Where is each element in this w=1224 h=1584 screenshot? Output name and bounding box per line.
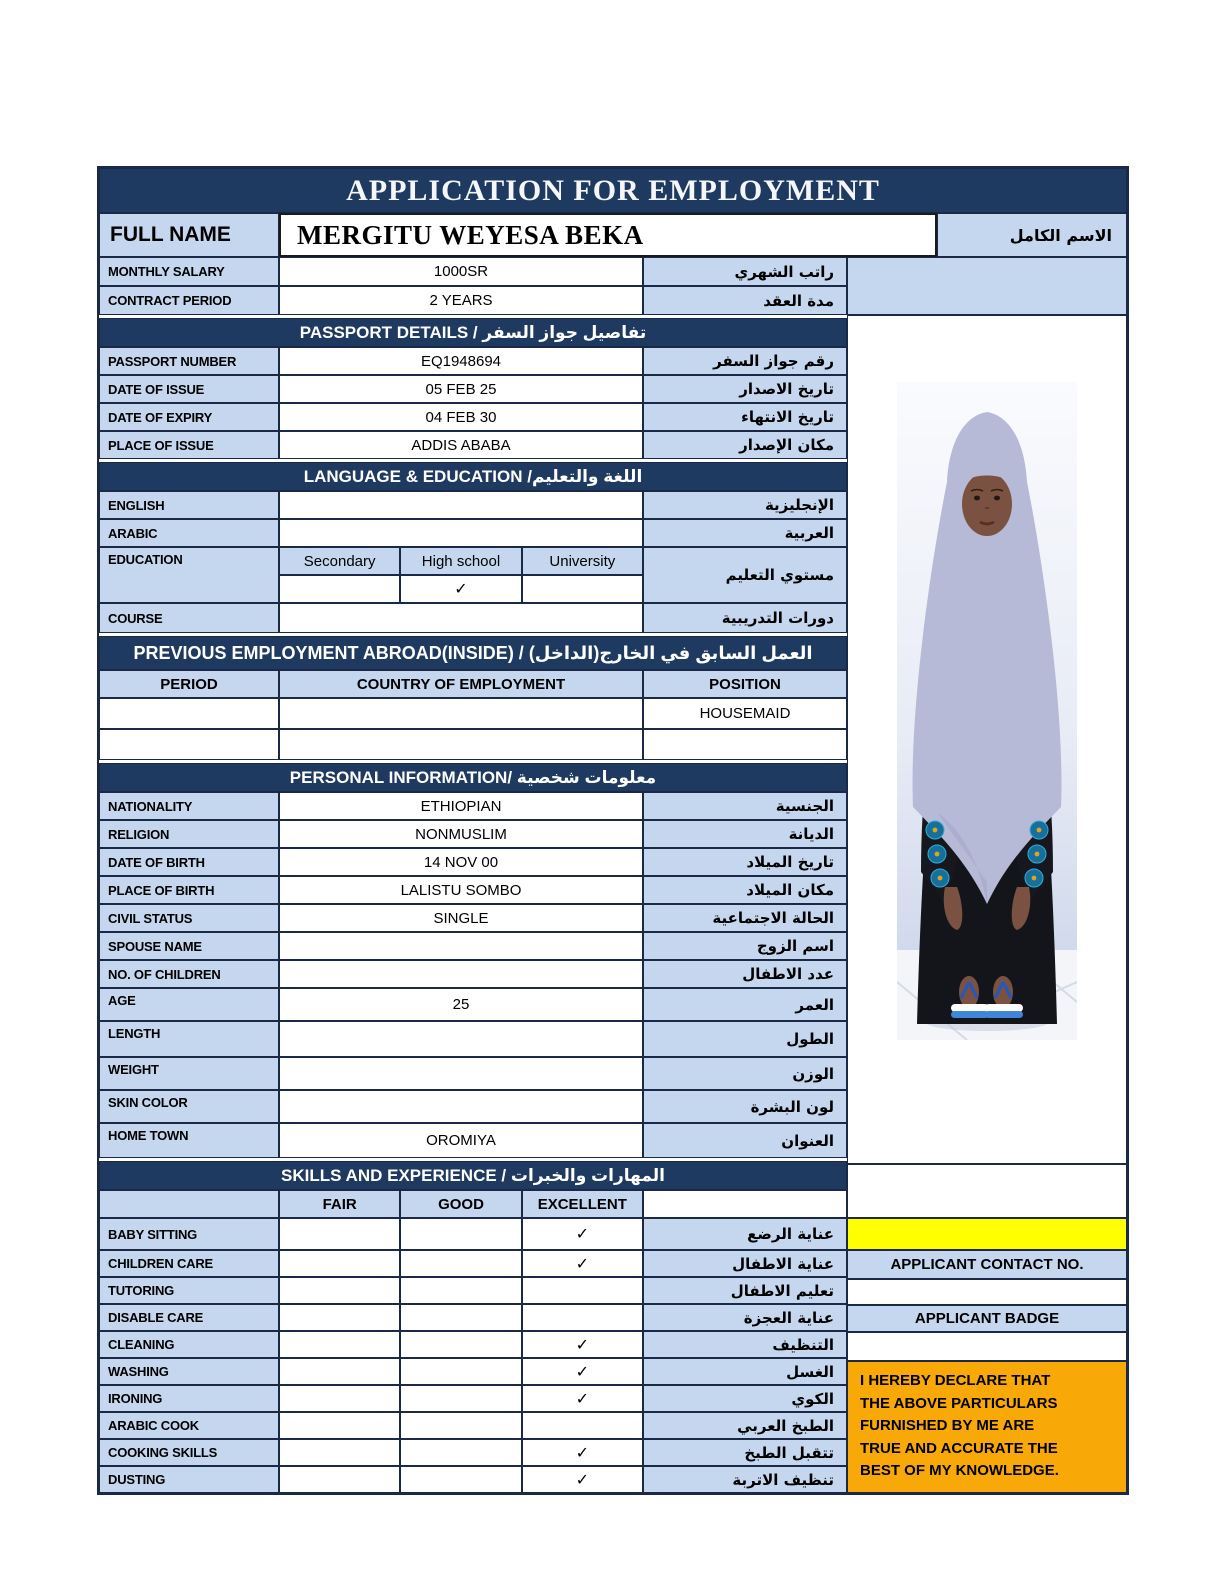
country-field[interactable] (279, 698, 643, 729)
cleaning-label-arabic: التنظيف (643, 1331, 847, 1358)
skill-row (99, 1304, 847, 1331)
weight-label: WEIGHT (99, 1057, 279, 1090)
weight-field[interactable] (279, 1057, 643, 1090)
ironing-fair-check[interactable] (279, 1385, 400, 1412)
period-field[interactable] (99, 729, 279, 760)
table-row (99, 876, 847, 904)
cooking-skills-excellent-check[interactable]: ✓ (522, 1439, 643, 1466)
english-label-arabic: الإنجليزية (643, 491, 847, 519)
english-label: ENGLISH (99, 491, 279, 519)
period-column-header: PERIOD (99, 670, 279, 698)
full-name-label: FULL NAME (99, 213, 279, 257)
applicant-badge-label: APPLICANT BADGE (847, 1305, 1127, 1332)
personal-information-section-header: PERSONAL INFORMATION/ معلومات شخصية (99, 763, 847, 792)
arabic-cook-label-arabic: الطبخ العربي (643, 1412, 847, 1439)
dusting-excellent-check[interactable]: ✓ (522, 1466, 643, 1493)
ironing-label-arabic: الكوي (643, 1385, 847, 1412)
monthly-salary-label: MONTHLY SALARY (99, 257, 279, 286)
table-row (99, 932, 847, 960)
table-row (99, 347, 847, 375)
dusting-good-check[interactable] (400, 1466, 521, 1493)
cleaning-label: CLEANING (99, 1331, 279, 1358)
position-field[interactable] (643, 729, 847, 760)
contract-period-row (99, 286, 847, 315)
country-field[interactable] (279, 729, 643, 760)
ironing-good-check[interactable] (400, 1385, 521, 1412)
table-row (99, 848, 847, 876)
salary-contract-block (99, 257, 1127, 315)
arabic-cook-excellent-check[interactable] (522, 1412, 643, 1439)
education-label: EDUCATION (99, 547, 279, 603)
course-label-arabic: دورات التدريبية (643, 603, 847, 633)
english-field[interactable] (279, 491, 643, 519)
contract-period-field[interactable]: 2 YEARS (279, 286, 643, 315)
position-column-header: POSITION (643, 670, 847, 698)
arabic-cook-good-check[interactable] (400, 1412, 521, 1439)
tutoring-label: TUTORING (99, 1277, 279, 1304)
washing-good-check[interactable] (400, 1358, 521, 1385)
skill-row (99, 1218, 847, 1250)
table-row (99, 375, 847, 403)
religion-label-arabic: الديانة (643, 820, 847, 848)
table-row (99, 491, 847, 519)
children-care-label: CHILDREN CARE (99, 1250, 279, 1277)
cooking-skills-label-arabic: تتقبل الطبخ (643, 1439, 847, 1466)
table-row (99, 519, 847, 547)
washing-fair-check[interactable] (279, 1358, 400, 1385)
fair-column-header: FAIR (279, 1190, 400, 1218)
date-of-birth-field[interactable]: 14 NOV 00 (279, 848, 643, 876)
table-row (99, 1021, 847, 1057)
skill-row (99, 1358, 847, 1385)
no-of-children-field[interactable] (279, 960, 643, 988)
place-of-issue-label: PLACE OF ISSUE (99, 431, 279, 459)
cleaning-excellent-check[interactable]: ✓ (522, 1331, 643, 1358)
position-field[interactable]: HOUSEMAID (643, 698, 847, 729)
home-town-label-arabic: العنوان (643, 1123, 847, 1158)
children-care-fair-check[interactable] (279, 1250, 400, 1277)
education-option-university: University (522, 547, 643, 575)
left-table (99, 315, 847, 1493)
spouse-name-label: SPOUSE NAME (99, 932, 279, 960)
skill-row (99, 1412, 847, 1439)
washing-excellent-check[interactable]: ✓ (522, 1358, 643, 1385)
place-of-issue-field[interactable]: ADDIS ABABA (279, 431, 643, 459)
education-check-high-school[interactable]: ✓ (400, 575, 521, 603)
tutoring-good-check[interactable] (400, 1277, 521, 1304)
baby-sitting-fair-check[interactable] (279, 1218, 400, 1250)
full-name-row (99, 213, 1127, 257)
previous-employment-columns-row (99, 670, 847, 698)
dusting-label: DUSTING (99, 1466, 279, 1493)
dusting-fair-check[interactable] (279, 1466, 400, 1493)
contact-number-field[interactable] (847, 1279, 1127, 1305)
contract-period-label-arabic: مدة العقد (643, 286, 847, 315)
disable-care-excellent-check[interactable] (522, 1304, 643, 1331)
skill-row (99, 1277, 847, 1304)
baby-sitting-excellent-check[interactable]: ✓ (522, 1218, 643, 1250)
excellent-column-header: EXCELLENT (522, 1190, 643, 1218)
passport-number-label: PASSPORT NUMBER (99, 347, 279, 375)
age-field[interactable]: 25 (279, 988, 643, 1021)
length-label: LENGTH (99, 1021, 279, 1057)
form-title: APPLICATION FOR EMPLOYMENT (346, 173, 880, 207)
skill-row (99, 1385, 847, 1412)
date-of-issue-label: DATE OF ISSUE (99, 375, 279, 403)
previous-employment-row (99, 729, 847, 760)
date-of-expiry-label-arabic: تاريخ الانتهاء (643, 403, 847, 431)
skill-row (99, 1466, 847, 1493)
children-care-excellent-check[interactable]: ✓ (522, 1250, 643, 1277)
no-of-children-label-arabic: عدد الاطفال (643, 960, 847, 988)
skills-section-header: SKILLS AND EXPERIENCE / المهارات والخبرات (99, 1161, 847, 1190)
monthly-salary-row (99, 257, 847, 286)
table-row (99, 820, 847, 848)
place-of-birth-label: PLACE OF BIRTH (99, 876, 279, 904)
civil-status-label-arabic: الحالة الاجتماعية (643, 904, 847, 932)
tutoring-fair-check[interactable] (279, 1277, 400, 1304)
religion-field[interactable]: NONMUSLIM (279, 820, 643, 848)
right-column (847, 315, 1127, 1493)
contract-period-label: CONTRACT PERIOD (99, 286, 279, 315)
country-column-header: COUNTRY OF EMPLOYMENT (279, 670, 643, 698)
table-row (99, 431, 847, 459)
arabic-label-arabic: العربية (643, 519, 847, 547)
table-row (99, 403, 847, 431)
disable-care-label: DISABLE CARE (99, 1304, 279, 1331)
blank-cell (99, 1190, 279, 1218)
washing-label-arabic: الغسل (643, 1358, 847, 1385)
applicant-photo (897, 382, 1077, 1040)
ironing-label: IRONING (99, 1385, 279, 1412)
tutoring-excellent-check[interactable] (522, 1277, 643, 1304)
ironing-excellent-check[interactable]: ✓ (522, 1385, 643, 1412)
disable-care-label-arabic: عناية العجزة (643, 1304, 847, 1331)
children-care-good-check[interactable] (400, 1250, 521, 1277)
applicant-contact-label: APPLICANT CONTACT NO. (847, 1250, 1127, 1279)
cleaning-good-check[interactable] (400, 1331, 521, 1358)
previous-employment-row (99, 698, 847, 729)
table-row (99, 1057, 847, 1090)
date-of-birth-label: DATE OF BIRTH (99, 848, 279, 876)
cooking-skills-good-check[interactable] (400, 1439, 521, 1466)
table-row (99, 988, 847, 1021)
application-form (97, 166, 1129, 1495)
length-label-arabic: الطول (643, 1021, 847, 1057)
declaration-text: I HEREBY DECLARE THAT THE ABOVE PARTICULARS FURNISHED BY ME ARE TRUE AND ACCURATE THE BEST OF MY KNOWLEDGE. (847, 1361, 1127, 1493)
table-row (99, 1090, 847, 1123)
civil-status-label: CIVIL STATUS (99, 904, 279, 932)
children-care-label-arabic: عناية الاطفال (643, 1250, 847, 1277)
course-label: COURSE (99, 603, 279, 633)
washing-label: WASHING (99, 1358, 279, 1385)
form-title-bar (99, 168, 1127, 213)
passport-number-label-arabic: رقم جواز السفر (643, 347, 847, 375)
period-field[interactable] (99, 698, 279, 729)
language-education-section-header: LANGUAGE & EDUCATION /اللغة والتعليم (99, 462, 847, 491)
skill-row (99, 1439, 847, 1466)
date-of-issue-field[interactable]: 05 FEB 25 (279, 375, 643, 403)
age-label: AGE (99, 988, 279, 1021)
arabic-cook-fair-check[interactable] (279, 1412, 400, 1439)
blank-cell (847, 1164, 1127, 1218)
table-row (99, 960, 847, 988)
education-options-grid (279, 547, 643, 603)
education-check-university[interactable] (522, 575, 643, 603)
age-label-arabic: العمر (643, 988, 847, 1021)
education-check-secondary[interactable] (279, 575, 400, 603)
baby-sitting-good-check[interactable] (400, 1218, 521, 1250)
arabic-label: ARABIC (99, 519, 279, 547)
course-field[interactable] (279, 603, 643, 633)
dusting-label-arabic: تنظيف الاتربة (643, 1466, 847, 1493)
table-row (99, 603, 847, 633)
skills-columns-row (99, 1190, 847, 1218)
home-town-field[interactable]: OROMIYA (279, 1123, 643, 1158)
disable-care-good-check[interactable] (400, 1304, 521, 1331)
cooking-skills-fair-check[interactable] (279, 1439, 400, 1466)
disable-care-fair-check[interactable] (279, 1304, 400, 1331)
baby-sitting-label: BABY SITTING (99, 1218, 279, 1250)
place-of-birth-field[interactable]: LALISTU SOMBO (279, 876, 643, 904)
civil-status-field[interactable]: SINGLE (279, 904, 643, 932)
blank-cell (847, 257, 1127, 315)
nationality-field[interactable]: ETHIOPIAN (279, 792, 643, 820)
skill-row (99, 1331, 847, 1358)
form-body (99, 315, 1127, 1493)
good-column-header: GOOD (400, 1190, 521, 1218)
education-option-high-school: High school (400, 547, 521, 575)
applicant-photo-area (847, 315, 1127, 1164)
nationality-label: NATIONALITY (99, 792, 279, 820)
date-of-expiry-field[interactable]: 04 FEB 30 (279, 403, 643, 431)
passport-section-header: PASSPORT DETAILS / تفاصيل جواز السفر (99, 318, 847, 347)
baby-sitting-label-arabic: عناية الرضع (643, 1218, 847, 1250)
skin-color-label: SKIN COLOR (99, 1090, 279, 1123)
full-name-label-arabic: الاسم الكامل (937, 213, 1127, 257)
place-of-issue-label-arabic: مكان الإصدار (643, 431, 847, 459)
monthly-salary-field[interactable]: 1000SR (279, 257, 643, 286)
place-of-birth-label-arabic: مكان الميلاد (643, 876, 847, 904)
cleaning-fair-check[interactable] (279, 1331, 400, 1358)
education-option-secondary: Secondary (279, 547, 400, 575)
date-of-birth-label-arabic: تاريخ الميلاد (643, 848, 847, 876)
spouse-name-label-arabic: اسم الزوج (643, 932, 847, 960)
table-row (99, 792, 847, 820)
blank-cell (643, 1190, 847, 1218)
badge-field[interactable] (847, 1332, 1127, 1361)
religion-label: RELIGION (99, 820, 279, 848)
table-row (99, 904, 847, 932)
no-of-children-label: NO. OF CHILDREN (99, 960, 279, 988)
home-town-label: HOME TOWN (99, 1123, 279, 1158)
full-name-field[interactable]: MERGITU WEYESA BEKA (279, 213, 937, 257)
skin-color-label-arabic: لون البشرة (643, 1090, 847, 1123)
highlighted-contact-field[interactable] (847, 1218, 1127, 1250)
cooking-skills-label: COOKING SKILLS (99, 1439, 279, 1466)
previous-employment-section-header: PREVIOUS EMPLOYMENT ABROAD(INSIDE) / العمل السابق في الخارج(الداخل) (99, 636, 847, 670)
education-label-arabic: مستوي التعليم (643, 547, 847, 603)
passport-number-field[interactable]: EQ1948694 (279, 347, 643, 375)
length-field[interactable] (279, 1021, 643, 1057)
spouse-name-field[interactable] (279, 932, 643, 960)
arabic-field[interactable] (279, 519, 643, 547)
nationality-label-arabic: الجنسية (643, 792, 847, 820)
date-of-issue-label-arabic: تاريخ الاصدار (643, 375, 847, 403)
skin-color-field[interactable] (279, 1090, 643, 1123)
skill-row (99, 1250, 847, 1277)
monthly-salary-label-arabic: راتب الشهري (643, 257, 847, 286)
table-row (99, 1123, 847, 1158)
date-of-expiry-label: DATE OF EXPIRY (99, 403, 279, 431)
tutoring-label-arabic: تعليم الاطفال (643, 1277, 847, 1304)
arabic-cook-label: ARABIC COOK (99, 1412, 279, 1439)
education-row (99, 547, 847, 603)
weight-label-arabic: الوزن (643, 1057, 847, 1090)
